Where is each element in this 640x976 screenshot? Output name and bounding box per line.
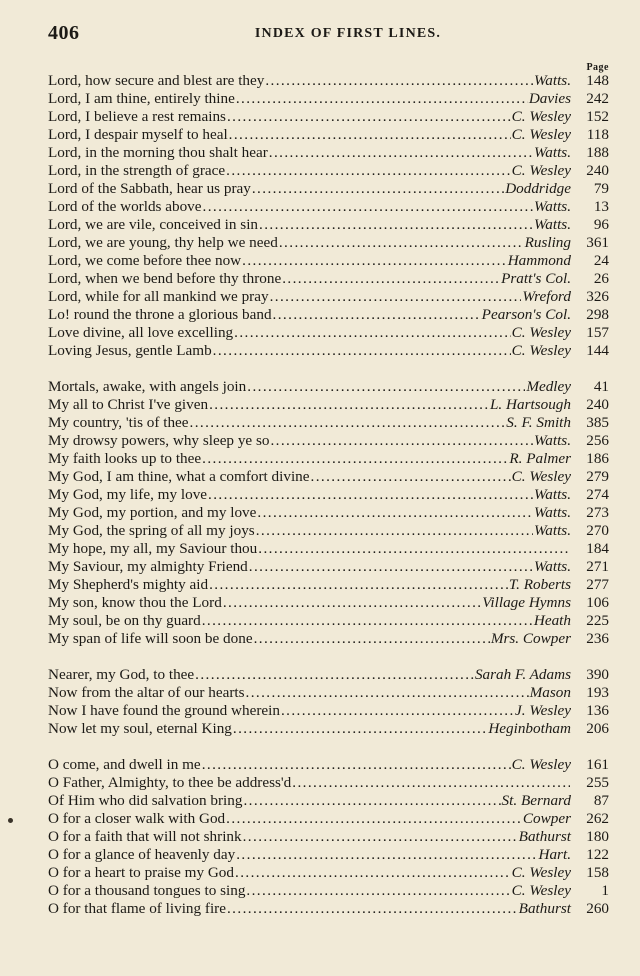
index-entry (48, 810, 609, 828)
author-name: Watts. (534, 216, 571, 233)
hymn-page-number: 193 (586, 684, 609, 701)
index-entry (48, 198, 609, 216)
hymn-page-number: 273 (586, 504, 609, 521)
index-entry (48, 414, 609, 432)
dot-leader (202, 450, 508, 468)
first-line-text: Lord, in the strength of grace (48, 162, 226, 179)
index-entry (48, 792, 609, 810)
author-name: L. Hartsough (489, 396, 571, 413)
hymn-page-number: 236 (586, 630, 609, 647)
hymn-page-number: 225 (586, 612, 609, 629)
first-line-text: Lord, I believe a rest remains (48, 108, 226, 125)
author-name: Watts. (534, 558, 571, 575)
dot-leader (265, 72, 533, 90)
author-name: C. Wesley (511, 882, 571, 899)
dot-leader (209, 576, 508, 594)
first-line-text: Lord of the Sabbath, hear us pray (48, 180, 251, 197)
author-name: Medley (526, 378, 571, 395)
hymn-page-number: 144 (586, 342, 609, 359)
author-name: C. Wesley (511, 108, 571, 125)
hymn-page-number: 148 (586, 72, 609, 89)
first-line-text: Now I have found the ground wherein (48, 702, 280, 719)
index-entry (48, 396, 609, 414)
dot-leader (246, 882, 510, 900)
dot-leader (256, 522, 533, 540)
index-entry (48, 216, 609, 234)
index-entry (48, 846, 609, 864)
hymn-page-number: 96 (593, 216, 609, 233)
index-entry (48, 882, 609, 900)
hymn-page-number: 255 (586, 774, 609, 791)
dot-leader (236, 90, 528, 108)
first-line-text: O for that flame of living fire (48, 900, 226, 917)
hymn-page-number: 240 (586, 162, 609, 179)
index-group (48, 666, 609, 738)
dot-leader (235, 864, 511, 882)
dot-leader (246, 684, 529, 702)
first-line-text: O for a glance of heavenly day (48, 846, 236, 863)
hymn-page-number: 186 (586, 450, 609, 467)
author-name: J. Wesley (515, 702, 571, 719)
hymn-page-number: 87 (593, 792, 609, 809)
index-group (48, 756, 609, 918)
first-line-text: My God, my life, my love (48, 486, 208, 503)
first-line-text: O for a heart to praise my God (48, 864, 234, 881)
index-entry (48, 450, 609, 468)
index-entry (48, 486, 609, 504)
hymn-page-number: 157 (586, 324, 609, 341)
first-line-text: O Father, Almighty, to thee be address'd (48, 774, 292, 791)
index-entry (48, 324, 609, 342)
hymn-page-number: 158 (586, 864, 609, 881)
running-title: INDEX OF FIRST LINES. (254, 26, 442, 41)
author-name: Pearson's Col. (481, 306, 571, 323)
first-line-text: My faith looks up to thee (48, 450, 202, 467)
author-name: St. Bernard (501, 792, 571, 809)
dot-leader (279, 234, 524, 252)
author-name: Watts. (534, 432, 571, 449)
index-entry (48, 522, 609, 540)
hymn-page-number: 1 (601, 882, 609, 899)
dot-leader (259, 216, 533, 234)
first-line-text: Lord, when we bend before thy throne (48, 270, 282, 287)
index-entry (48, 774, 609, 792)
hymn-page-number: 118 (586, 126, 609, 143)
first-line-text: Lord, while for all mankind we pray (48, 288, 269, 305)
dot-leader (234, 324, 511, 342)
dot-leader (202, 612, 533, 630)
first-line-text: Lord, in the morning thou shalt hear (48, 144, 268, 161)
index-entry (48, 612, 609, 630)
page-number: 406 (48, 22, 80, 44)
dot-leader (190, 414, 506, 432)
dot-leader (208, 486, 533, 504)
first-line-text: My soul, be on thy guard (48, 612, 201, 629)
first-line-text: Now from the altar of our hearts (48, 684, 245, 701)
dot-leader (202, 756, 511, 774)
index-entry (48, 126, 609, 144)
dot-leader (227, 108, 511, 126)
first-line-text: Lord, we are vile, conceived in sin (48, 216, 259, 233)
dot-leader (209, 396, 489, 414)
hymn-page-number: 262 (586, 810, 609, 827)
dot-leader (282, 270, 500, 288)
dot-leader (195, 666, 474, 684)
hymn-page-number: 242 (586, 90, 609, 107)
dot-leader (213, 342, 511, 360)
author-name: Watts. (534, 144, 571, 161)
index-entry (48, 144, 609, 162)
dot-leader (270, 288, 522, 306)
first-line-text: Lord, I am thine, entirely thine (48, 90, 235, 107)
hymn-page-number: 106 (586, 594, 609, 611)
dot-leader (254, 630, 490, 648)
author-name: Wreford (522, 288, 571, 305)
index-entry (48, 504, 609, 522)
first-line-text: Now let my soul, eternal King (48, 720, 232, 737)
first-line-text: Lo! round the throne a glorious band (48, 306, 272, 323)
dot-leader (229, 126, 511, 144)
author-name: Cowper (522, 810, 571, 827)
first-line-text: Love divine, all love excelling (48, 324, 234, 341)
hymn-page-number: 240 (586, 396, 609, 413)
author-name: C. Wesley (511, 324, 571, 341)
hymn-page-number: 188 (586, 144, 609, 161)
first-line-text: My country, 'tis of thee (48, 414, 189, 431)
author-name: Sarah F. Adams (474, 666, 571, 683)
dot-leader (203, 198, 533, 216)
first-line-text: O for a faith that will not shrink (48, 828, 242, 845)
dot-leader (273, 306, 481, 324)
dot-leader (249, 558, 533, 576)
hymn-page-number: 41 (593, 378, 609, 395)
author-name: Mason (529, 684, 571, 701)
index-entry (48, 828, 609, 846)
dot-leader (270, 432, 533, 450)
hymn-page-number: 271 (586, 558, 609, 575)
first-line-text: Mortals, awake, with angels join (48, 378, 247, 395)
author-name: Watts. (534, 198, 571, 215)
first-line-text: My hope, my all, my Saviour thou (48, 540, 258, 557)
dot-leader (226, 810, 522, 828)
page-column-label: Page (586, 62, 609, 73)
author-name: Bathurst (518, 900, 571, 917)
dot-leader (258, 540, 570, 558)
first-line-text: Loving Jesus, gentle Lamb (48, 342, 212, 359)
first-line-text: Nearer, my God, to thee (48, 666, 195, 683)
author-name: Heath (533, 612, 571, 629)
author-name: Heginbotham (488, 720, 571, 737)
dot-leader (236, 846, 537, 864)
hymn-page-number: 206 (586, 720, 609, 737)
first-line-text: My all to Christ I've given (48, 396, 209, 413)
index-entry (48, 900, 609, 918)
dot-leader (269, 144, 533, 162)
author-name: Doddridge (505, 180, 571, 197)
author-name: Hammond (507, 252, 571, 269)
author-name: Watts. (534, 504, 571, 521)
hymn-page-number: 79 (593, 180, 609, 197)
index-group (48, 72, 609, 360)
index-entry (48, 558, 609, 576)
dot-leader (311, 468, 511, 486)
dot-leader (252, 180, 504, 198)
index-entry (48, 540, 609, 558)
margin-ink-mark (8, 818, 13, 823)
first-line-text: My Shepherd's mighty aid (48, 576, 209, 593)
hymn-page-number: 390 (586, 666, 609, 683)
hymn-page-number: 184 (586, 540, 609, 557)
index-entry (48, 756, 609, 774)
hymn-page-number: 361 (586, 234, 609, 251)
author-name: C. Wesley (511, 126, 571, 143)
index-entry (48, 666, 609, 684)
author-name: Watts. (534, 72, 571, 89)
first-line-text: Lord of the worlds above (48, 198, 202, 215)
page-header (48, 22, 608, 48)
index-entry (48, 306, 609, 324)
hymn-page-number: 270 (586, 522, 609, 539)
index-entry (48, 162, 609, 180)
dot-leader (227, 900, 518, 918)
index-entry (48, 72, 609, 90)
hymn-page-number: 136 (586, 702, 609, 719)
hymn-page-number: 180 (586, 828, 609, 845)
index-entry (48, 684, 609, 702)
hymn-page-number: 385 (586, 414, 609, 431)
hymn-page-number: 277 (586, 576, 609, 593)
dot-leader (257, 504, 533, 522)
hymn-page-number: 152 (586, 108, 609, 125)
author-name: Mrs. Cowper (490, 630, 571, 647)
index-entry (48, 864, 609, 882)
hymn-page-number: 279 (586, 468, 609, 485)
hymn-page-number: 122 (586, 846, 609, 863)
hymn-page-number: 274 (586, 486, 609, 503)
first-line-text: O for a closer walk with God (48, 810, 226, 827)
index-entry (48, 468, 609, 486)
author-name: Watts. (534, 486, 571, 503)
index-entry (48, 252, 609, 270)
index-entry (48, 630, 609, 648)
dot-leader (243, 828, 518, 846)
hymn-page-number: 13 (593, 198, 609, 215)
hymn-page-number: 26 (593, 270, 609, 287)
author-name: T. Roberts (508, 576, 571, 593)
index-entry (48, 720, 609, 738)
first-line-text: My span of life will soon be done (48, 630, 253, 647)
first-line-text: Lord, how secure and blest are they (48, 72, 265, 89)
hymn-page-number: 260 (586, 900, 609, 917)
author-name: Davies (528, 90, 571, 107)
dot-leader (242, 252, 507, 270)
index-entry (48, 702, 609, 720)
dot-leader (281, 702, 514, 720)
first-line-text: Lord, we come before thee now (48, 252, 242, 269)
first-line-text: My God, the spring of all my joys (48, 522, 255, 539)
index-entry (48, 342, 609, 360)
author-name: C. Wesley (511, 342, 571, 359)
author-name: S. F. Smith (506, 414, 571, 431)
index-entry (48, 576, 609, 594)
dot-leader (233, 720, 487, 738)
author-name: Watts. (534, 522, 571, 539)
first-line-text: O come, and dwell in me (48, 756, 201, 773)
author-name: R. Palmer (509, 450, 571, 467)
hymn-page-number: 161 (586, 756, 609, 773)
index-entry (48, 108, 609, 126)
dot-leader (292, 774, 570, 792)
author-name: Rusling (524, 234, 571, 251)
author-name: Bathurst (518, 828, 571, 845)
hymn-page-number: 326 (586, 288, 609, 305)
index-entry (48, 432, 609, 450)
author-name: C. Wesley (511, 756, 571, 773)
author-name: Pratt's Col. (501, 270, 571, 287)
author-name: C. Wesley (511, 162, 571, 179)
first-line-text: O for a thousand tongues to sing (48, 882, 246, 899)
author-name: Hart. (538, 846, 571, 863)
index-group (48, 378, 609, 648)
index-entry (48, 378, 609, 396)
first-line-text: Of Him who did salvation bring (48, 792, 243, 809)
index-entry (48, 270, 609, 288)
index-entry (48, 288, 609, 306)
first-line-text: Lord, we are young, thy help we need (48, 234, 278, 251)
dot-leader (223, 594, 481, 612)
index-entry (48, 594, 609, 612)
first-line-text: My Saviour, my almighty Friend (48, 558, 248, 575)
dot-leader (243, 792, 500, 810)
author-name: C. Wesley (511, 864, 571, 881)
first-line-text: My God, my portion, and my love (48, 504, 257, 521)
author-name: C. Wesley (511, 468, 571, 485)
hymn-page-number: 256 (586, 432, 609, 449)
hymn-page-number: 24 (593, 252, 609, 269)
index-entries (48, 72, 609, 918)
first-line-text: My son, know thou the Lord (48, 594, 222, 611)
hymn-page-number: 298 (586, 306, 609, 323)
dot-leader (247, 378, 525, 396)
dot-leader (226, 162, 511, 180)
first-line-text: My drowsy powers, why sleep ye so (48, 432, 270, 449)
first-line-text: Lord, I despair myself to heal (48, 126, 228, 143)
first-line-text: My God, I am thine, what a comfort divine (48, 468, 310, 485)
index-entry (48, 234, 609, 252)
index-entry (48, 90, 609, 108)
author-name: Village Hymns (482, 594, 571, 611)
index-entry (48, 180, 609, 198)
